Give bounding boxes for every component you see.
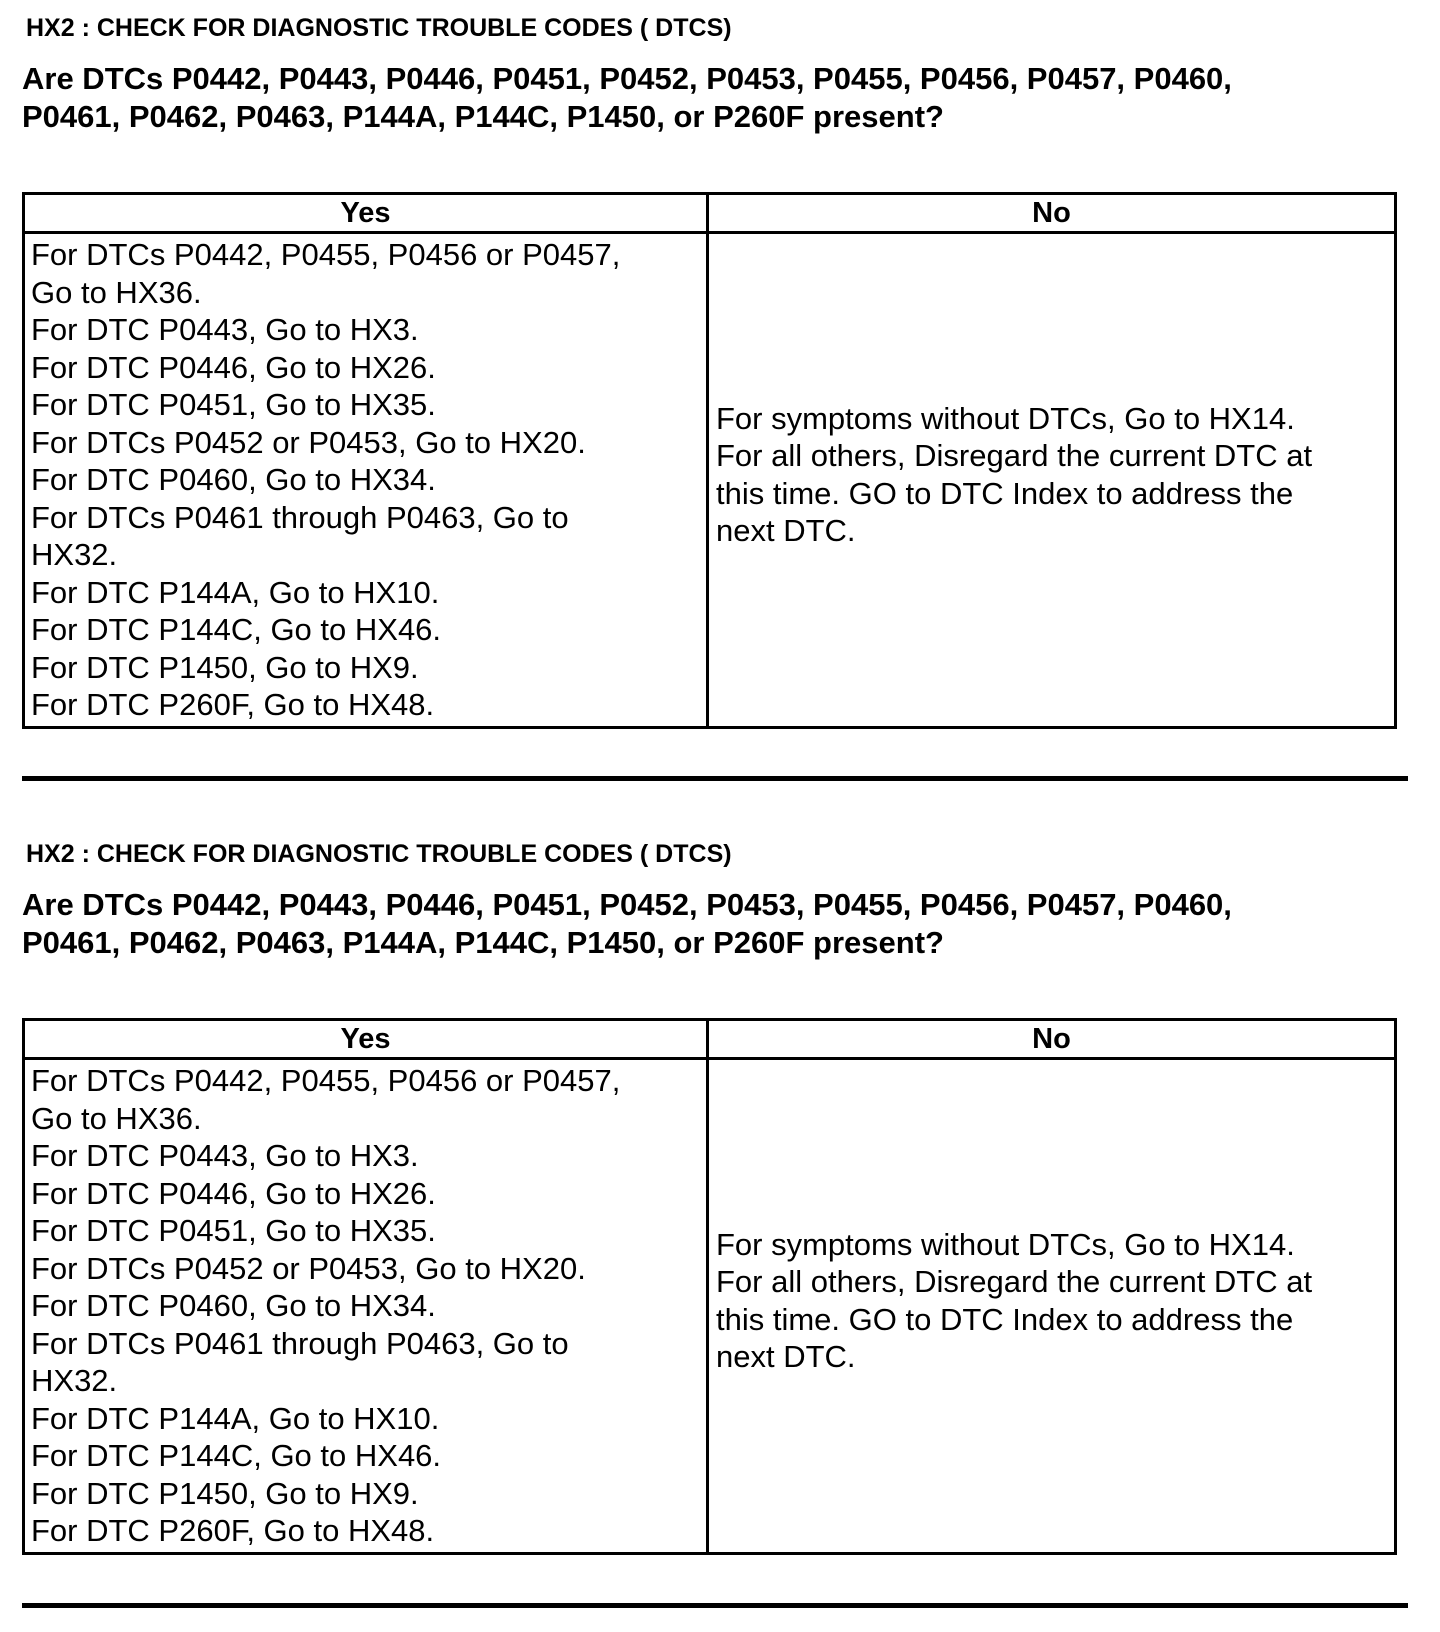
yes-line: Go to HX36. — [31, 1100, 202, 1136]
yes-line: For DTCs P0452 or P0453, Go to HX20. — [31, 424, 586, 460]
no-line: this time. GO to DTC Index to address the — [716, 475, 1294, 511]
yes-line: For DTCs P0452 or P0453, Go to HX20. — [31, 1250, 586, 1286]
yes-line: For DTC P0446, Go to HX26. — [31, 1175, 436, 1211]
step-question — [22, 886, 1402, 962]
question-line: P0461, P0462, P0463, P144A, P144C, P1450, or P260F present? — [22, 925, 944, 960]
dtc-decision-table — [22, 192, 1397, 729]
yes-line: For DTC P144C, Go to HX46. — [31, 612, 442, 647]
yes-line: For DTCs P0461 through P0463, Go to — [31, 499, 569, 535]
question-line: P0461, P0462, P0463, P144A, P144C, P1450, or P260F present? — [22, 99, 944, 134]
question-line: Are DTCs P0442, P0443, P0446, P0451, P0452, P0453, P0455, P0456, P0457, P0460, — [22, 887, 1232, 922]
step-title: HX2 : CHECK FOR DIAGNOSTIC TROUBLE CODES ( DTCS) — [26, 840, 732, 868]
header-no: No — [708, 1020, 1396, 1059]
no-line: For all others, Disregard the current DTC at — [716, 1264, 1313, 1300]
yes-line: For DTC P144C, Go to HX46. — [31, 1438, 442, 1473]
yes-line: For DTC P0443, Go to HX3. — [31, 1138, 419, 1173]
yes-line: For DTC P1450, Go to HX9. — [31, 649, 419, 685]
header-yes: Yes — [24, 1020, 708, 1059]
no-line: next DTC. — [716, 513, 856, 549]
question-line: Are DTCs P0442, P0443, P0446, P0451, P0452, P0453, P0455, P0456, P0457, P0460, — [22, 61, 1232, 96]
no-line: next DTC. — [716, 1339, 856, 1375]
yes-line: For DTC P1450, Go to HX9. — [31, 1475, 419, 1511]
yes-line: HX32. — [31, 537, 118, 572]
yes-line: For DTC P144A, Go to HX10. — [31, 574, 440, 610]
section-divider — [22, 1603, 1408, 1608]
yes-line: For DTC P144A, Go to HX10. — [31, 1400, 440, 1436]
dtc-decision-table — [22, 1018, 1397, 1555]
yes-line: For DTC P0451, Go to HX35. — [31, 1213, 436, 1248]
step-title: HX2 : CHECK FOR DIAGNOSTIC TROUBLE CODES ( DTCS) — [26, 14, 732, 42]
yes-line: For DTCs P0442, P0455, P0456 or P0457, — [31, 237, 621, 272]
yes-line: For DTC P0446, Go to HX26. — [31, 349, 436, 385]
yes-line: For DTC P0451, Go to HX35. — [31, 387, 436, 422]
yes-line: For DTC P260F, Go to HX48. — [31, 1513, 435, 1548]
yes-cell — [24, 1059, 708, 1554]
yes-line: Go to HX36. — [31, 274, 202, 310]
yes-line: For DTC P0443, Go to HX3. — [31, 312, 419, 347]
no-line: For symptoms without DTCs, Go to HX14. — [716, 400, 1295, 436]
table-row — [24, 233, 1396, 728]
no-line: For symptoms without DTCs, Go to HX14. — [716, 1226, 1295, 1262]
table-header-row — [24, 194, 1396, 233]
yes-cell — [24, 233, 708, 728]
section-divider — [22, 776, 1408, 781]
no-cell — [708, 233, 1396, 728]
no-line: this time. GO to DTC Index to address the — [716, 1301, 1294, 1337]
yes-line: HX32. — [31, 1363, 118, 1398]
step-question — [22, 60, 1402, 136]
table-header-row — [24, 1020, 1396, 1059]
header-yes: Yes — [24, 194, 708, 233]
yes-line: For DTCs P0442, P0455, P0456 or P0457, — [31, 1063, 621, 1098]
yes-line: For DTC P0460, Go to HX34. — [31, 1288, 436, 1323]
header-no: No — [708, 194, 1396, 233]
yes-line: For DTC P260F, Go to HX48. — [31, 687, 435, 722]
no-cell — [708, 1059, 1396, 1554]
yes-line: For DTCs P0461 through P0463, Go to — [31, 1325, 569, 1361]
no-line: For all others, Disregard the current DTC at — [716, 438, 1313, 474]
table-row — [24, 1059, 1396, 1554]
yes-line: For DTC P0460, Go to HX34. — [31, 462, 436, 497]
